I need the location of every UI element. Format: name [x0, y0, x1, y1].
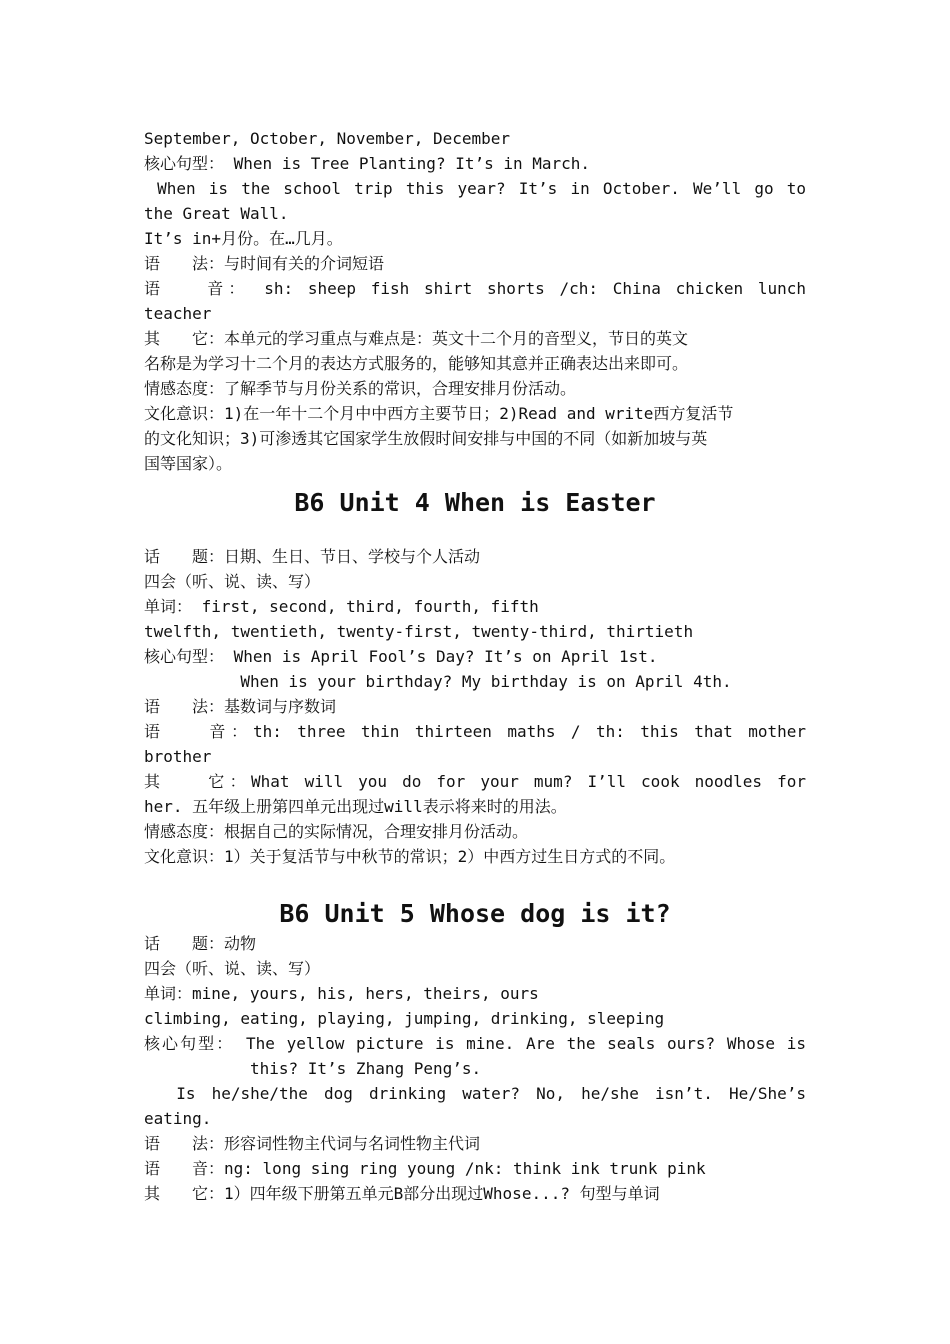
months-line: September, October, November, December	[144, 129, 511, 148]
unit5-topic-line	[144, 931, 806, 956]
unit5-heading: B6 Unit 5 Whose dog is it?	[279, 899, 671, 928]
unit4-core-line-2: When is your birthday? My birthday is on April 4th.	[144, 672, 732, 691]
unit4-other-label: 其 它：	[144, 772, 252, 791]
unit4-words-label: 单词：	[144, 597, 193, 616]
grammar-label: 语 法：	[144, 254, 225, 273]
other-text-a: 本单元的学习重点与难点是：英文十二个月的音型义，节日的英文	[224, 329, 689, 348]
unit4-other-a: What will you do for your mum? I’ll cook noodles for	[251, 772, 806, 791]
unit5-phonics-text: ng: long sing ring young /nk: think ink trunk pink	[224, 1159, 706, 1178]
unit5-words-line-1	[144, 981, 806, 1006]
unit4-culture-line: 文化意识：1）关于复活节与中秋节的常识；2）中西方过生日方式的不同。	[144, 847, 676, 866]
core-sentence-line	[144, 151, 806, 176]
culture-line-b: 的文化知识；3)可渗透其它国家学生放假时间安排与中国的不同（如新加坡与英	[144, 429, 708, 448]
unit4-phonics-a: th: three thin thirteen maths / th: this that mother	[252, 722, 806, 741]
core-sentence-1: When is Tree Planting? It’s in March.	[224, 154, 591, 173]
unit4-topic-label: 话 题：	[144, 547, 225, 566]
unit5-other-line	[144, 1181, 806, 1206]
unit4-phonics-label: 语 音：	[144, 722, 253, 741]
unit4-phonics-line-b: brother	[144, 747, 212, 766]
unit5-grammar-text: 形容词性物主代词与名词性物主代词	[224, 1134, 481, 1153]
core-label: 核心句型：	[144, 154, 225, 173]
unit5-core-label: 核心句型：	[144, 1034, 235, 1053]
unit5-other-text: 1）四年级下册第五单元B部分出现过Whose...? 句型与单词	[224, 1184, 660, 1203]
unit5-words-label: 单词：	[144, 984, 193, 1003]
unit5-other-label: 其 它：	[144, 1184, 225, 1203]
unit5-four-skills: 四会（听、说、读、写）	[144, 959, 321, 978]
unit4-core-1: When is April Fool’s Day? It’s on April 1st.	[224, 647, 658, 666]
affect-line: 情感态度：了解季节与月份关系的常识，合理安排月份活动。	[144, 379, 577, 398]
core-sentence-3: It’s in+月份。在…几月。	[144, 229, 343, 248]
unit5-core-1a: The yellow picture is mine. Are the seals ours? Whose is	[234, 1034, 806, 1053]
unit4-heading: B6 Unit 4 When is Easter	[294, 488, 656, 517]
unit4-topic-text: 日期、生日、节日、学校与个人活动	[224, 547, 481, 566]
unit5-core-line-1a	[144, 1031, 806, 1056]
culture-line-c: 国等国家）。	[144, 454, 233, 473]
unit5-grammar-line	[144, 1131, 806, 1156]
unit4-other-line-a	[144, 769, 806, 794]
phonics-text-a: sh: sheep fish shirt shorts /ch: China chicken lunch	[249, 279, 806, 298]
unit5-words-line-2: climbing, eating, playing, jumping, drinking, sleeping	[144, 1009, 665, 1028]
other-label: 其 它：	[144, 329, 225, 348]
unit5-topic-label: 话 题：	[144, 934, 225, 953]
grammar-text: 与时间有关的介词短语	[224, 254, 385, 273]
core-sentence-2a: When is the school trip this year? It’s in October. We’ll go to	[144, 179, 806, 198]
unit4-other-line-b: her. 五年级上册第四单元出现过will表示将来时的用法。	[144, 797, 567, 816]
phonics-line-b: teacher	[144, 304, 212, 323]
unit4-words-1: first, second, third, fourth, fifth	[192, 597, 539, 616]
culture-line-a: 文化意识：1)在一年十二个月中中西方主要节日；2)Read and write西方复活节	[144, 404, 734, 423]
phonics-line-a	[144, 276, 806, 301]
grammar-line	[144, 251, 806, 276]
other-line-a	[144, 326, 806, 351]
unit5-words-1: mine, yours, his, hers, theirs, ours	[192, 984, 539, 1003]
phonics-label: 语 音：	[144, 279, 250, 298]
unit4-grammar-line	[144, 694, 806, 719]
unit4-words-line-2: twelfth, twentieth, twenty-first, twenty-third, thirtieth	[144, 622, 694, 641]
unit5-core-line-2a: Is he/she/the dog drinking water? No, he/she isn’t. He/She’s	[144, 1084, 806, 1103]
unit4-topic-line	[144, 544, 806, 569]
unit4-affect-line: 情感态度：根据自己的实际情况，合理安排月份活动。	[144, 822, 529, 841]
unit4-grammar-label: 语 法：	[144, 697, 225, 716]
unit5-phonics-line	[144, 1156, 806, 1181]
unit4-core-line-1	[144, 644, 806, 669]
unit5-core-line-2b: eating.	[144, 1109, 212, 1128]
unit4-phonics-line-a	[144, 719, 806, 744]
core-sentence-2b: the Great Wall.	[144, 204, 289, 223]
document-page	[144, 126, 806, 1206]
unit4-four-skills: 四会（听、说、读、写）	[144, 572, 321, 591]
unit4-core-label: 核心句型：	[144, 647, 225, 666]
unit5-grammar-label: 语 法：	[144, 1134, 225, 1153]
unit4-grammar-text: 基数词与序数词	[224, 697, 337, 716]
other-line-b: 名称是为学习十二个月的表达方式服务的，能够知其意并正确表达出来即可。	[144, 354, 689, 373]
unit5-core-line-1b: this? It’s Zhang Peng’s.	[144, 1059, 482, 1078]
unit5-topic-text: 动物	[224, 934, 257, 953]
unit4-words-line-1	[144, 594, 806, 619]
unit5-phonics-label: 语 音：	[144, 1159, 225, 1178]
